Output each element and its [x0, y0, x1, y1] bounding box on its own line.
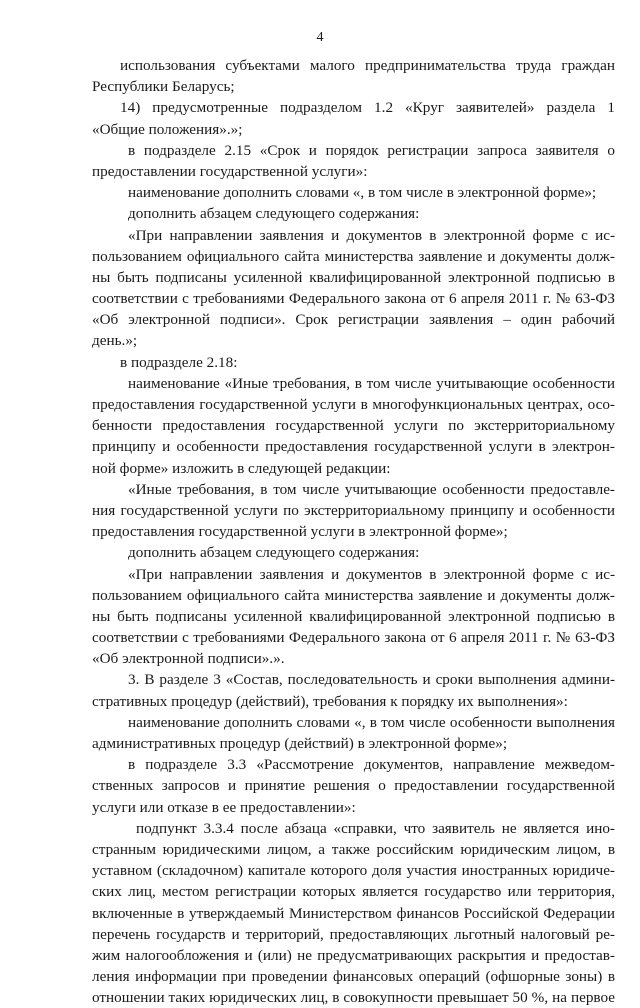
text-line: 14) предусмотренные подразделом 1.2 «Круг заявителей» раздела 1 [120, 99, 615, 117]
text-line: наименование дополнить словами «, в том числе особенности выполнения [128, 713, 615, 731]
text-line: день.»; [92, 332, 138, 350]
page-number: 4 [316, 30, 324, 45]
text-line: «При направлении заявления и документов в электронной форме с ис- [128, 565, 615, 583]
text-line: включенные в утверждаемый Министерством финансов Российской Федерации [92, 904, 615, 922]
text-line: соответствии с требованиями Федерального закона от 6 апреля 2011 г. № 63-ФЗ [92, 629, 615, 647]
text-line: «Об электронной подписи». Срок регистрации заявления – один рабочий [92, 311, 615, 329]
text-line: ны быть подписаны усиленной квалифицированной электронной подписью в [92, 607, 615, 625]
document-body [92, 55, 615, 1008]
text-line: «Иные требования, в том числе учитывающие особенности предоставле- [128, 480, 615, 498]
text-line: принципу и особенности предоставления государственной услуги в электрон- [92, 438, 615, 456]
text-line: наименование дополнить словами «, в том числе в электронной форме»; [128, 184, 597, 202]
text-line: использования субъектами малого предпринимательства труда граждан [120, 57, 615, 74]
text-line: «Об электронной подписи».». [92, 650, 285, 668]
text-line: предоставления государственной услуги в многофункциональных центрах, осо- [92, 396, 615, 413]
text-line: в подразделе 3.3 «Рассмотрение документов, направление межведом- [128, 756, 615, 774]
text-line: в подразделе 2.15 «Срок и порядок регистрации запроса заявителя о [128, 141, 615, 159]
text-line: услуги или отказе в ее предоставлении»: [92, 798, 356, 816]
text-line: ления информации при проведении финансовых операций (офшорные зоны) в [92, 968, 615, 986]
text-line: подпункт 3.3.4 после абзаца «справки, что заявитель не является ино- [136, 819, 615, 837]
text-line: перечень государств и территорий, предоставляющих льготный налоговый ре- [92, 925, 615, 943]
text-line: жим налогообложения и (или) не предусматривающих раскрытия и предостав- [92, 946, 615, 964]
text-line: предоставления государственной услуги в электронной форме»; [92, 523, 508, 541]
text-line: странным юридическими лицом, а также российским юридическим лицом, в [92, 840, 615, 858]
text-line: «При направлении заявления и документов в электронной форме с ис- [128, 226, 615, 244]
text-line: дополнить абзацем следующего содержания: [128, 544, 420, 562]
text-line: соответствии с требованиями Федерального закона от 6 апреля 2011 г. № 63-ФЗ [92, 290, 615, 308]
text-line: стративных процедур (действий), требования к порядку их выполнения»: [92, 692, 568, 710]
text-line: ной форме» изложить в следующей редакции: [92, 459, 391, 477]
text-line: «Общие положения».»; [92, 120, 243, 138]
text-line: административных процедур (действий) в электронной форме»; [92, 735, 508, 752]
text-line: ния государственной услуги по экстерриториальному принципу и особенности [92, 501, 615, 519]
text-line: 3. В разделе 3 «Состав, последовательность и сроки выполнения админи- [128, 671, 615, 689]
text-line: отношении таких юридических лиц, в совокупности превышает 50 %, на первое [92, 989, 615, 1007]
text-line: пользованием официального сайта министерства заявление и документы долж- [92, 586, 615, 604]
text-line: ских лиц, местом регистрации которых является государство или территория, [92, 883, 615, 901]
text-line: ственных запросов и принятие решения о предоставлении государственной [92, 777, 615, 795]
text-line: предоставлении государственной услуги»: [92, 162, 368, 180]
text-line: в подразделе 2.18: [120, 353, 238, 371]
text-line: Республики Беларусь; [92, 78, 235, 96]
text-line: дополнить абзацем следующего содержания: [128, 205, 420, 223]
text-line: наименование «Иные требования, в том числе учитывающие особенности [128, 374, 615, 392]
text-line: ны быть подписаны усиленной квалифицированной электронной подписью в [92, 268, 615, 286]
text-line: бенности предоставления государственной услуги по экстерриториальному [92, 417, 615, 435]
text-line: уставном (складочном) капитале которого доля участия иностранных юридиче- [92, 862, 615, 880]
text-line: пользованием официального сайта министерства заявление и документы долж- [92, 247, 615, 265]
